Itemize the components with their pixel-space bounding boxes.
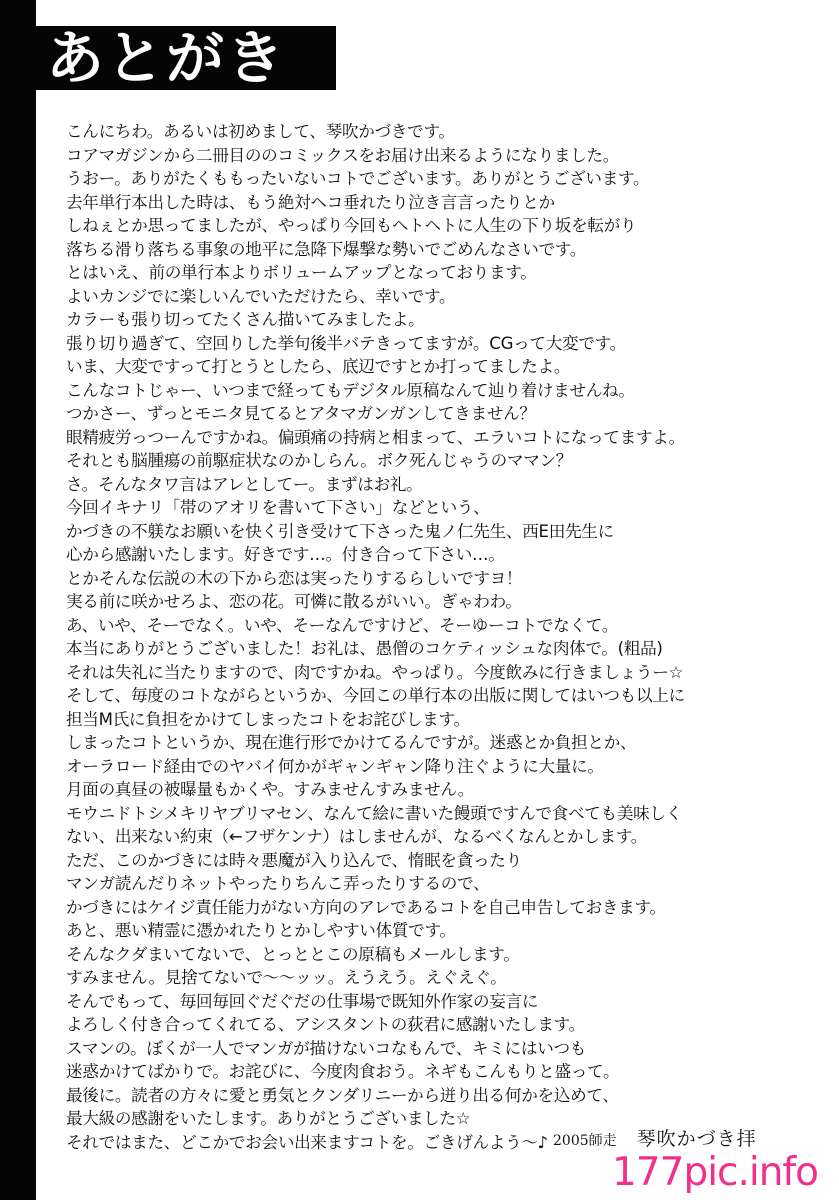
body-line: うおー。ありがたくももったいないコトでございます。ありがとうございます。 [66, 169, 650, 188]
body-line: かづきにはケイジ責任能力がない方向のアレであるコトを自己申告しておきます。 [66, 897, 666, 917]
watermark-text: 177pic.info [612, 1150, 819, 1195]
afterword-body [66, 120, 826, 1154]
body-line: 月面の真昼の被曝量もかくや。すみませんすみません。 [66, 780, 475, 799]
body-line: カラーも張り切ってたくさん描いてみましたよ。 [66, 310, 425, 329]
body-line: コアマガジンから二冊目ののコミックスをお届け出来るようになりました。 [66, 145, 620, 165]
body-line: 眼精疲労っつーんですかね。偏頭痛の持病と相まって、エラいコトになってますよ。 [66, 427, 685, 447]
body-line: それとも脳腫瘍の前駆症状なのかしらん。ボク死んじゃうのママン？ [66, 451, 573, 470]
body-line: 今回イキナリ「帯のアオリを書いて下さい」などという、 [66, 498, 490, 517]
body-line: それではまた、どこかでお会い出来ますコトを。ごきげんよう～♪ [66, 1132, 548, 1152]
body-line: とかそんな伝説の木の下から恋は実ったりするらしいですヨ！ [66, 568, 523, 588]
body-line: オーラロード経由でのヤバイ何かがギャンギャン降り注ぐように大量に。 [66, 756, 604, 776]
body-line: ただ、このかづきには時々悪魔が入り込んで、惰眠を貪ったり [66, 850, 522, 870]
body-line: 最後に。読者の方々に愛と勇気とクンダリニーから迸り出る何かを込めて、 [66, 1085, 619, 1105]
left-black-bar [0, 0, 36, 1200]
body-line: モウニドトシメキリヤブリマセン、なんて絵に書いた饅頭ですんで食べても美味しく [66, 803, 683, 823]
body-line: そんなクダまいてないで、とっととこの原稿もメールします。 [66, 944, 520, 964]
body-line: つかさー、ずっとモニタ見てるとアタマガンガンしてきません？ [66, 404, 536, 423]
body-line: 落ちる滑り落ちる事象の地平に急降下爆撃な勢いでごめんなさいです。 [66, 239, 587, 259]
body-line: あと、悪い精霊に憑かれたりとかしやすい体質です。 [66, 921, 456, 940]
body-line: 迷惑かけてばかりで。お詫びに、今度肉食おう。ネギもこんもりと盛って。 [66, 1062, 620, 1081]
body-line: よいカンジでに楽しいんでいただけたら、幸いです。 [66, 286, 456, 306]
body-line: かづきの不躾なお願いを快く引き受けて下さった鬼ノ仁先生、西E田先生に [66, 521, 614, 541]
body-line: そして、毎度のコトながらというか、今回この単行本の出版に関してはいつも以上に [66, 686, 685, 705]
body-line: しまったコトというか、現在進行形でかけてるんですが。迷惑とか負担とか、 [66, 733, 637, 752]
body-line: こんにちわ。あるいは初めまして、琴吹かづきです。 [66, 122, 455, 141]
signature-date: 2005師走 [553, 1133, 617, 1149]
body-line: よろしく付き合ってくれてる、アシスタントの荻君に感謝いたします。 [66, 1015, 585, 1034]
body-line: あ、いや、そーでなく。いや、そーなんですけど、そーゆーコトでなくて。 [66, 615, 618, 635]
body-line: 去年単行本出した時は、もう絶対ヘコ垂れたり泣き言言ったりとか [66, 192, 555, 212]
body-line: ない、出来ない約束（←フザケンナ）はしませんが、なるべくなんとかします。 [66, 827, 648, 846]
body-line: 本当にありがとうございました！お礼は、愚僧のコケティッシュな肉体で。(粗品) [66, 639, 663, 658]
body-line: いま、大変ですって打とうとしたら、底辺ですとか打ってましたよ。 [66, 357, 571, 376]
body-line: 心から感謝いたします。好きです…。付き合って下さい…。 [66, 545, 505, 564]
body-line: さ。そんなタワ言はアレとしてー。まずはお礼。 [66, 474, 423, 494]
title-banner [36, 26, 336, 90]
body-line: こんなコトじゃー、いつまで経ってもデジタル原稿なんて辿り着けませんね。 [66, 380, 635, 400]
body-line: 担当M氏に負担をかけてしまったコトをお詫びします。 [66, 709, 470, 729]
body-line: そんでもって、毎回毎回ぐだぐだの仕事場で既知外作家の妄言に [66, 991, 539, 1011]
body-line: 実る前に咲かせろよ、恋の花。可憐に散るがいい。ぎゃわわ。 [66, 592, 522, 611]
page-title: あとがき [46, 24, 287, 92]
body-line: マンガ読んだりネットやったりちんこ弄ったりするので、 [66, 874, 490, 893]
body-line: すみません。見捨てないで～～ッッ。えうえう。えぐえぐ。 [66, 968, 507, 987]
signature-name: 琴吹かづき拝 [636, 1128, 757, 1150]
body-line: それは失礼に当たりますので、肉ですかね。やっぱり。今度飲みに行きましょうー☆ [66, 662, 684, 682]
body-line: 張り切り過ぎて、空回りした挙句後半バテきってますが。CGって大変です。 [66, 333, 626, 353]
body-line: しねぇとか思ってましたが、やっぱり今回もヘトヘトに人生の下り坂を転がり [66, 216, 637, 235]
body-line: スマンの。ぼくが一人でマンガが描けないコなもんで、キミにはいつも [66, 1038, 587, 1058]
body-line: 最大級の感謝をいたします。ありがとうございました☆ [66, 1109, 471, 1128]
body-line: とはいえ、前の単行本よりボリュームアップとなっております。 [66, 263, 537, 282]
